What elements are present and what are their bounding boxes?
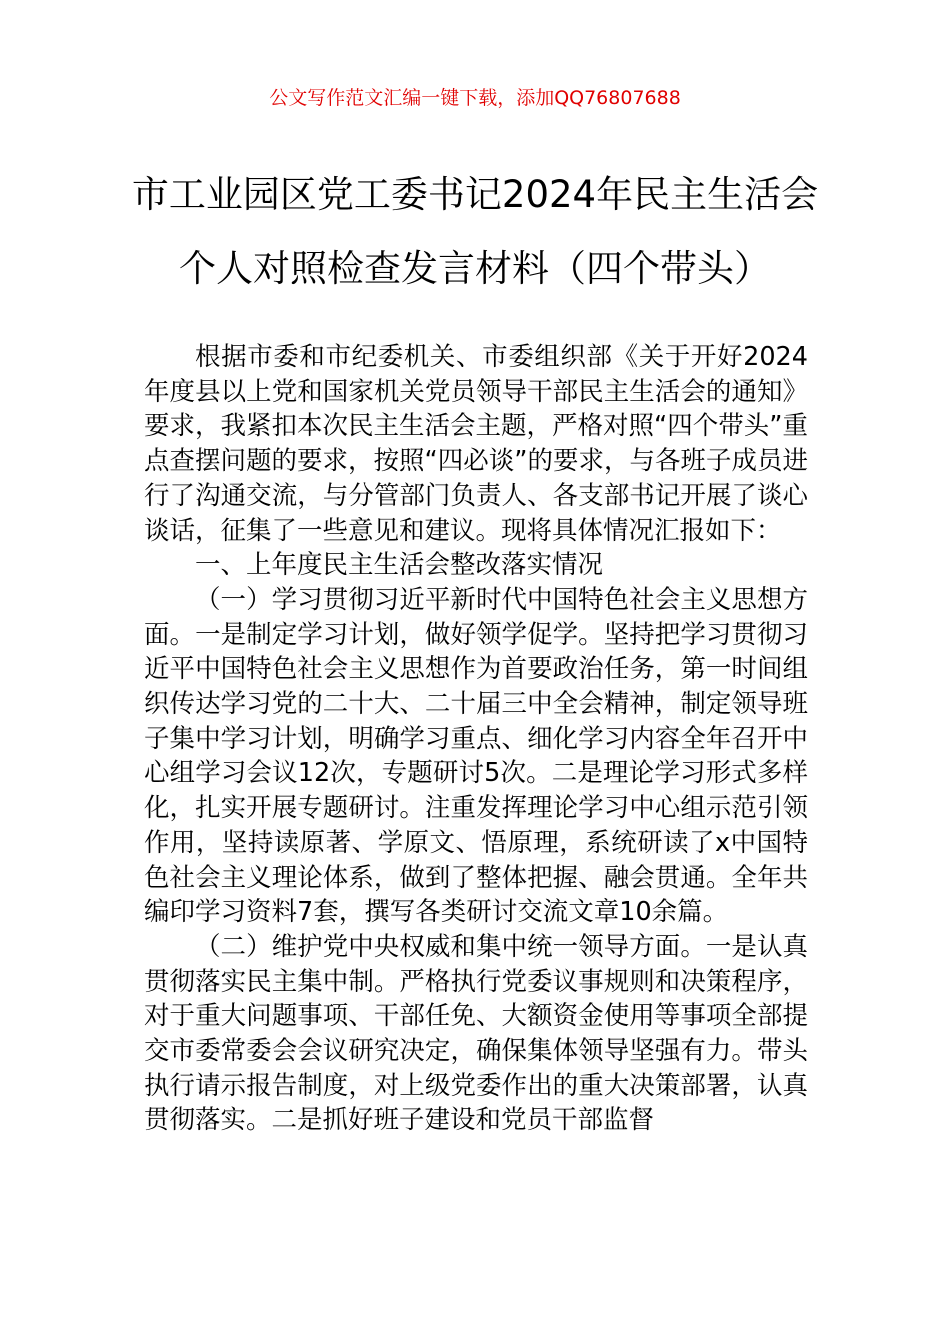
title-line-2: 个人对照检查发言材料（四个带头） <box>179 247 771 290</box>
document-body <box>144 340 808 1138</box>
paragraph-section-2: （二）维护党中央权威和集中统一领导方面。一是认真贯彻落实民主集中制。严格执行党委议事规则和决策程序，对于重大问题事项、干部任免、大额资金使用等事项全部提交市委常委会会议研究决定，确保集体领导坚强有力。带头执行请示报告制度，对上级党委作出的重大决策部署，认真贯彻落实。二是抓好班子建设和党员干部监督 <box>144 931 808 1136</box>
paragraph-intro: 根据市委和市纪委机关、市委组织部《关于开好2024年度县以上党和国家机关党员领导干部民主生活会的通知》要求，我紧扣本次民主生活会主题，严格对照“四个带头”重点查摆问题的要求，按照“四必谈”的要求，与各班子成员进行了沟通交流，与分管部门负责人、各支部书记开展了谈心谈话，征集了一些意见和建议。现将具体情况汇报如下： <box>144 342 808 546</box>
download-banner: 公文写作范文汇编一键下载，添加QQ76807688 <box>269 87 681 109</box>
paragraph-section-1: （一）学习贯彻习近平新时代中国特色社会主义思想方面。一是制定学习计划，做好领学促学。坚持把学习贯彻习近平中国特色社会主义思想作为首要政治任务，第一时间组织传达学习党的二十大、二十届三中全会精神，制定领导班子集中学习计划，明确学习重点、细化学习内容全年召开中心组学习会议12次，专题研讨5次。二是理论学习形式多样化，扎实开展专题研讨。注重发挥理论学习中心组示范引领作用，坚持读原著、学原文、悟原理，系统研读了x中国特色社会主义理论体系，做到了整体把握、融会贯通。全年共编印学习资料7套，撰写各类研讨交流文章10余篇。 <box>144 584 808 928</box>
section-heading: 一、上年度民主生活会整改落实情况 <box>195 550 604 581</box>
page-title <box>100 158 850 306</box>
title-line-1: 市工业园区党工委书记2024年民主生活会 <box>131 173 819 216</box>
